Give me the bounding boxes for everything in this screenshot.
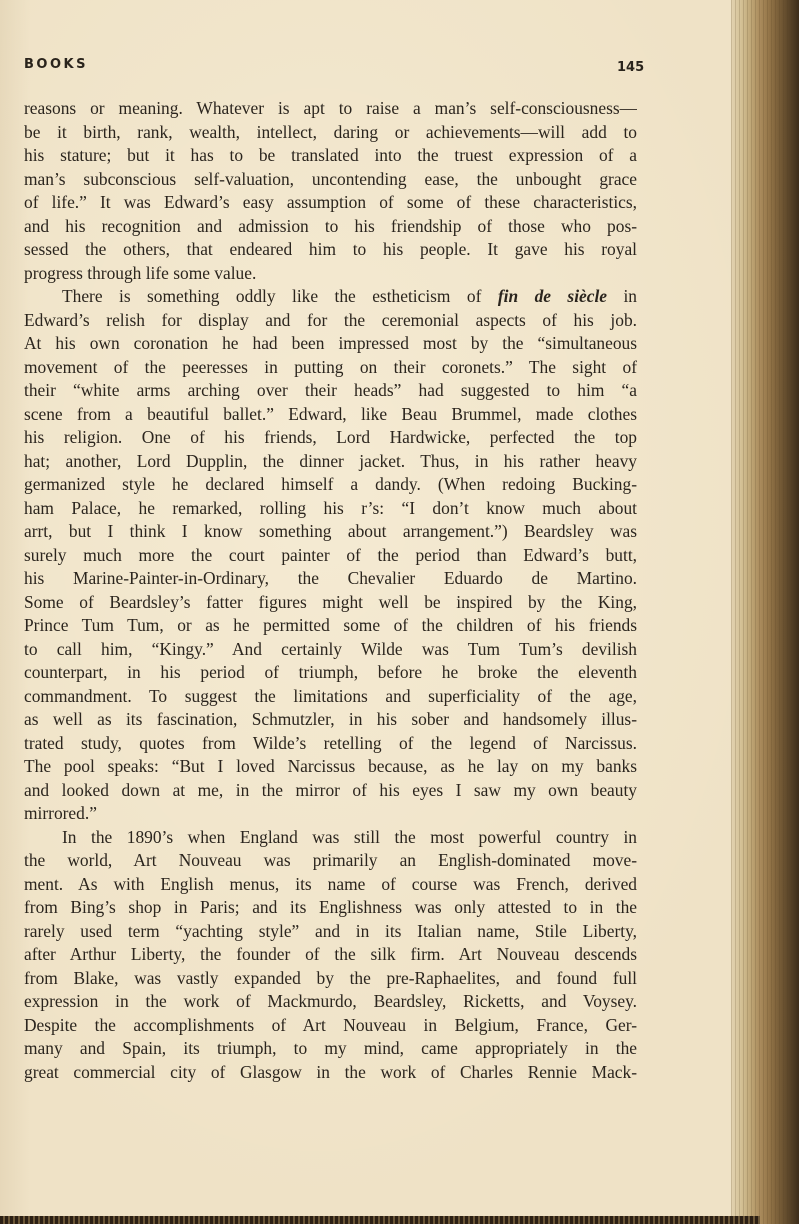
text-line: be it birth, rank, wealth, intellect, daring or achievements—will add to — [24, 121, 637, 142]
text-line: Some of Beardsley’s fatter figures might well be inspired by the King, — [24, 591, 637, 612]
text-line: his Marine-Painter-in-Ordinary, the Chevalier Eduardo de Martino. — [24, 568, 637, 588]
text-line: sessed the others, that endeared him to his people. It gave his royal — [24, 239, 637, 259]
text-line: of life.” It was Edward’s easy assumption of some of these characteristics, — [24, 192, 637, 212]
text-line: great commercial city of Glasgow in the work of Charles Rennie Mack- — [24, 1061, 637, 1082]
text-line: arrt, but I think I know something about arrangement.”) Beardsley was — [24, 521, 637, 541]
text-line — [24, 285, 637, 309]
text-line: The pool speaks: “But I loved Narcissus because, as he lay on my banks — [24, 756, 637, 776]
text-line: many and Spain, its triumph, to my mind, came appropriately in the — [24, 1038, 637, 1058]
text-line: his religion. One of his friends, Lord Hardwicke, perfected the top — [24, 427, 637, 447]
text-line: to call him, “Kingy.” And certainly Wilde was Tum Tum’s devilish — [24, 638, 637, 659]
text-line: the world, Art Nouveau was primarily an English-dominated move- — [24, 850, 637, 870]
text-line: Prince Tum Tum, or as he permitted some of the children of his friends — [24, 615, 637, 635]
text-line: germanized style he declared himself a dandy. (When redoing Bucking- — [24, 474, 637, 494]
text-line: reasons or meaning. Whatever is apt to raise a man’s self-consciousness— — [24, 98, 637, 118]
text-line: movement of the peeresses in putting on their coronets.” The sight of — [24, 356, 637, 377]
text-line: mirrored.” — [24, 803, 97, 823]
text-line: man’s subconscious self-valuation, uncontending ease, the unbought grace — [24, 168, 637, 189]
body-text — [24, 97, 637, 1084]
text-line: trated study, quotes from Wilde’s retelling of the legend of Narcissus. — [24, 732, 637, 753]
text-line: their “white arms arching over their heads” had suggested to him “a — [24, 380, 637, 400]
text-line: progress through life some value. — [24, 262, 257, 283]
text-line: surely much more the court painter of the period than Edward’s butt, — [24, 544, 637, 565]
text-line: after Arthur Liberty, the founder of the silk firm. Art Nouveau descends — [24, 944, 637, 964]
text-line: from Blake, was vastly expanded by the pre-Raphaelites, and found full — [24, 967, 637, 988]
text-line: scene from a beautiful ballet.” Edward, like Beau Brummel, made clothes — [24, 403, 637, 424]
text-line: rarely used term “yachting style” and in its Italian name, Stile Liberty, — [24, 920, 637, 941]
text-line: hat; another, Lord Dupplin, the dinner jacket. Thus, in his rather heavy — [24, 450, 637, 471]
text-line: commandment. To suggest the limitations and superficiality of the age, — [24, 685, 637, 706]
text-line: from Bing’s shop in Paris; and its Englishness was only attested to in the — [24, 897, 637, 917]
text-run: There is something oddly like the estheticism of — [62, 286, 498, 306]
running-head: BOOKS — [24, 57, 88, 72]
text-line: and his recognition and admission to his friendship of those who pos- — [24, 215, 637, 236]
text-line: and looked down at me, in the mirror of his eyes I saw my own beauty — [24, 779, 637, 800]
page-bottom-edge — [0, 1216, 760, 1224]
text-line: At his own coronation he had been impressed most by the “simultaneous — [24, 333, 637, 353]
text-line: In the 1890’s when England was still the most powerful country in — [62, 826, 637, 847]
text-line: expression in the work of Mackmurdo, Beardsley, Ricketts, and Voysey. — [24, 991, 637, 1011]
text-line: his stature; but it has to be translated into the truest expression of a — [24, 145, 637, 165]
text-line: ham Palace, he remarked, rolling his r’s: “I don’t know much about — [24, 497, 637, 518]
page-number: 145 — [617, 60, 645, 75]
page-edges — [731, 0, 799, 1224]
italic-phrase: fin de siècle — [497, 286, 608, 306]
text-line: as well as its fascination, Schmutzler, in his sober and handsomely illus- — [24, 709, 637, 729]
text-line: counterpart, in his period of triumph, before he broke the eleventh — [24, 662, 637, 682]
text-line: Despite the accomplishments of Art Nouveau in Belgium, France, Ger- — [24, 1014, 637, 1035]
text-run: in — [607, 286, 637, 306]
text-line: Edward’s relish for display and for the ceremonial aspects of his job. — [24, 309, 637, 330]
text-line: ment. As with English menus, its name of course was French, derived — [24, 873, 637, 894]
